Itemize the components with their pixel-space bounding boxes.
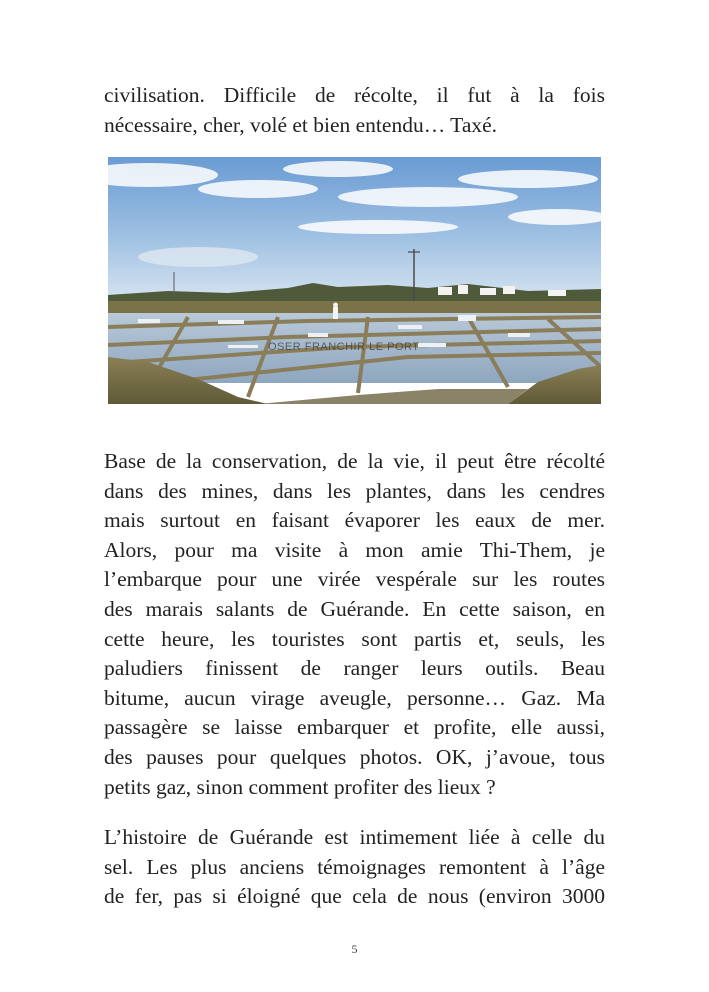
text-line: des pauses pour quelques photos. OK, j’avoue, tous <box>104 744 605 769</box>
text-line: sel. Les plus anciens témoignages remontent à l’âge <box>104 854 605 879</box>
text-line: paludiers finissent de ranger leurs outils. Beau <box>104 656 605 681</box>
paragraph-intro <box>104 81 605 140</box>
text-line: Base de la conservation, de la vie, il peut être récolté <box>104 449 605 473</box>
text-line: des marais salants de Guérande. En cette saison, en <box>104 596 605 621</box>
text-line: L’histoire de Guérande est intimement liée à celle du <box>104 825 605 849</box>
text-line: petits gaz, sinon comment profiter des lieux ? <box>104 774 496 799</box>
text-line: l’embarque pour une virée vespérale sur les routes <box>104 567 605 592</box>
text-line: passagère se laisse embarquer et profite, elle aussi, <box>104 715 605 740</box>
text-line: Alors, pour ma visite à mon amie Thi-Them, je <box>104 537 605 562</box>
paragraph-conservation <box>104 447 605 802</box>
text-line: cette heure, les touristes sont partis et, seuls, les <box>104 626 605 651</box>
text-line: bitume, aucun virage aveugle, personne… Gaz. Ma <box>104 685 605 710</box>
text-line: nécessaire, cher, volé et bien entendu… Taxé. <box>104 112 498 137</box>
text-line: dans des mines, dans les plantes, dans les cendres <box>104 478 605 503</box>
text-line: civilisation. Difficile de récolte, il fut à la fois <box>104 83 605 107</box>
text-line: de fer, pas si éloigné que cela de nous (environ 3000 <box>104 884 605 909</box>
page-number: 5 <box>351 942 358 956</box>
photo-watermark: OSER FRANCHIR LE PORT <box>268 341 420 353</box>
text-line: mais surtout en faisant évaporer les eaux de mer. <box>104 508 605 533</box>
paragraph-history <box>104 823 605 912</box>
salt-marsh-photo <box>108 157 601 404</box>
